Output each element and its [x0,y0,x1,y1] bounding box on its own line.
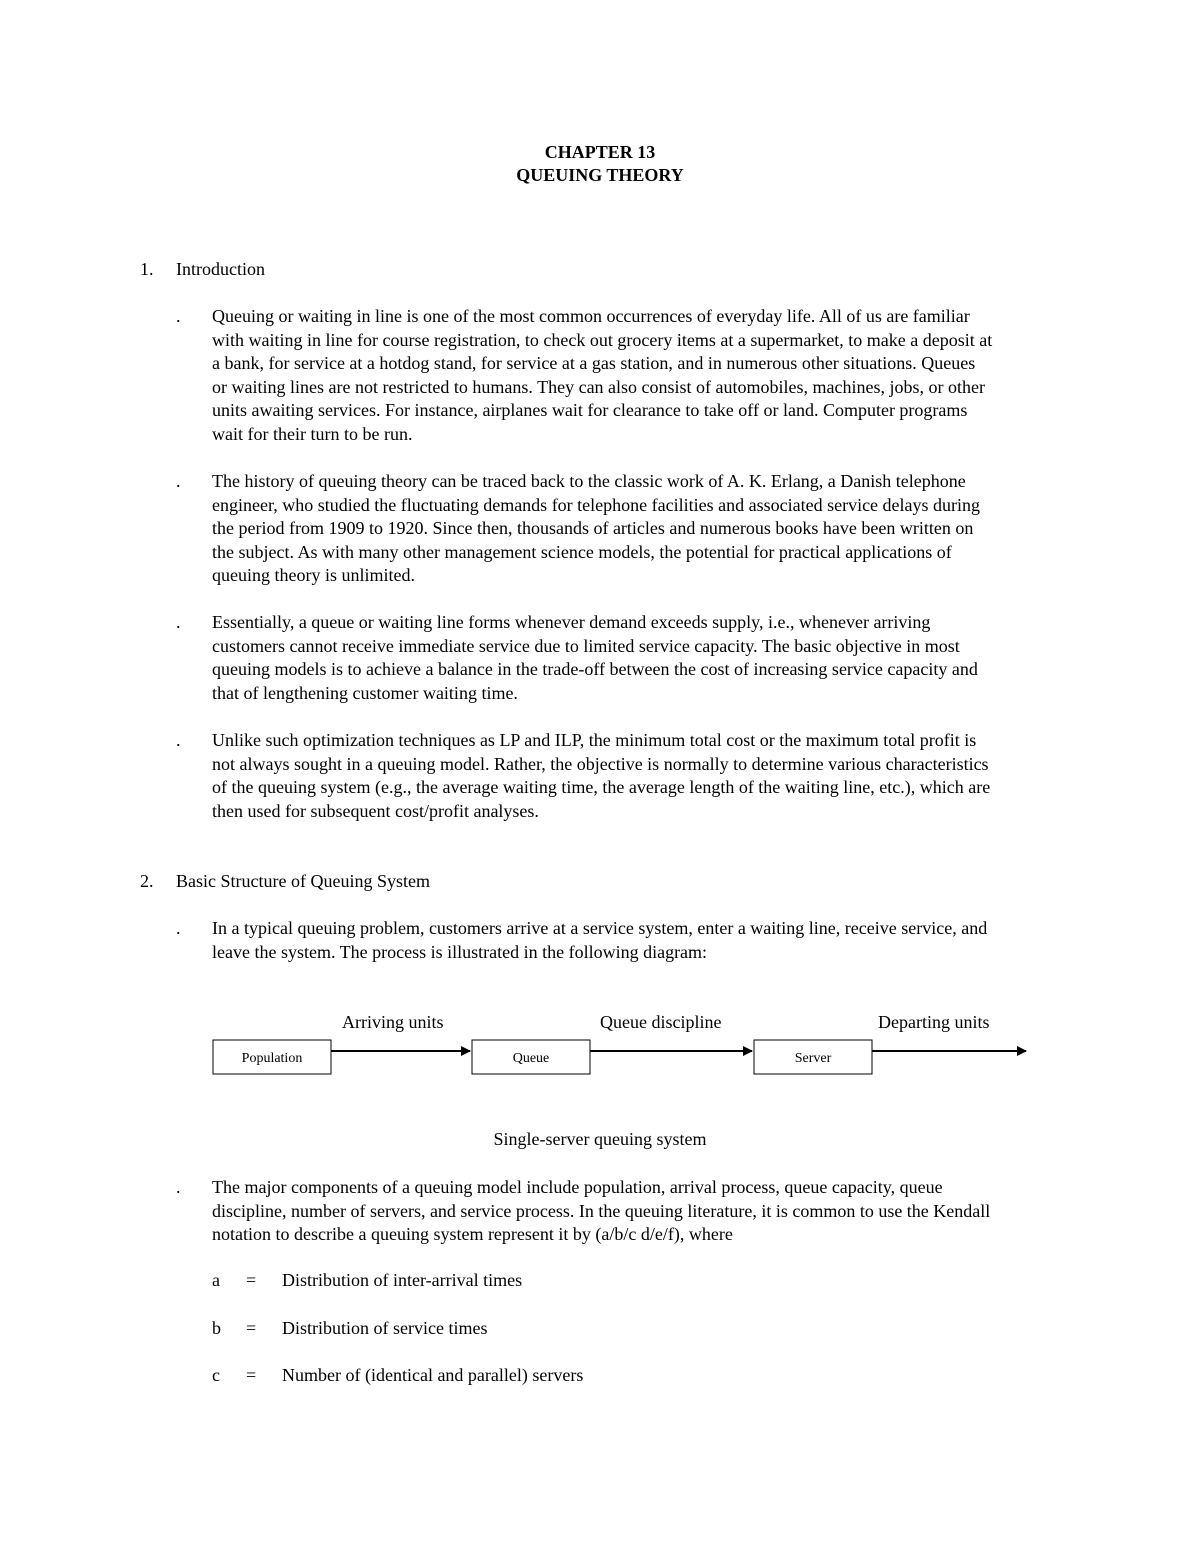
arriving-units-label: Arriving units [342,1012,444,1032]
paragraph-line: notation to describe a queuing system represent it by (a/b/c d/e/f), where [212,1224,733,1244]
paragraph-line: the period from 1909 to 1920. Since then, thousands of articles and numerous books have been written on [212,518,974,538]
definition-text: Number of (identical and parallel) servers [282,1365,584,1385]
paragraph-line: a bank, for service at a hotdog stand, for service at a gas station, and in numerous other situations. Queues [212,353,976,373]
paragraph [212,305,1092,446]
section-2-title: Basic Structure of Queuing System [176,871,430,891]
paragraph [212,1176,1092,1247]
chapter-number: CHAPTER 13 [544,142,656,162]
paragraph-line: Unlike such optimization techniques as LP and ILP, the minimum total cost or the maximum total profit is [212,730,977,750]
paragraph-line: customers cannot receive immediate service due to limited service capacity. The basic objective in most [212,635,960,656]
paragraph-line: Queuing or waiting in line is one of the most common occurrences of everyday life. All of us are familiar [212,306,970,326]
section-1-number: 1. [140,259,154,279]
departing-units-label: Departing units [878,1012,990,1032]
bullet: . [176,306,181,326]
paragraph-line: that of lengthening customer waiting time. [212,682,518,703]
definition-symbol: b [212,1318,221,1338]
queuing-diagram [200,1030,1040,1090]
paragraph-line: not always sought in a queuing model. Rather, the objective is normally to determine various characteristics [212,753,989,774]
paragraph-line: then used for subsequent cost/profit analyses. [212,800,539,821]
paragraph-line: Essentially, a queue or waiting line forms whenever demand exceeds supply, i.e., whenever arriving [212,612,931,632]
definition-text: Distribution of inter-arrival times [282,1270,523,1290]
paragraph-line: the subject. As with many other management science models, the potential for practical applications of [212,541,952,562]
definition-equals: = [246,1365,257,1385]
paragraph-line: In a typical queuing problem, customers arrive at a service system, enter a waiting line, receive service, and [212,918,988,938]
paragraph-line: leave the system. The process is illustrated in the following diagram: [212,941,708,962]
paragraph-line: with waiting in line for course registration, to check out grocery items at a supermarket, to make a deposit at [212,329,993,350]
paragraph [212,729,1092,823]
diagram-caption: Single-server queuing system [493,1129,707,1149]
paragraph-line: The major components of a queuing model include population, arrival process, queue capacity, queue [212,1177,943,1197]
bullet: . [176,1177,181,1197]
paragraph-line: or waiting lines are not restricted to humans. They can also consist of automobiles, machines, jobs, or other [212,376,985,397]
section-2-number: 2. [140,871,154,891]
definition-text: Distribution of service times [282,1318,488,1338]
bullet: . [176,730,181,750]
paragraph-line: The history of queuing theory can be traced back to the classic work of A. K. Erlang, a Danish telephone [212,471,966,491]
paragraph-line: wait for their turn to be run. [212,423,413,444]
paragraph-line: queuing models is to achieve a balance in the trade-off between the cost of increasing service capacity and [212,659,978,679]
queue-discipline-label: Queue discipline [600,1012,722,1032]
paragraph-line: queuing theory is unlimited. [212,565,415,585]
paragraph [212,611,1092,705]
definition-symbol: a [212,1270,220,1290]
paragraph-line: of the queuing system (e.g., the average waiting time, the average length of the waiting line, etc.), which are [212,777,991,797]
paragraph-line: engineer, who studied the fluctuating demands for telephone facilities and associated service delays during [212,494,981,515]
paragraph-line: units awaiting services. For instance, airplanes wait for clearance to take off or land. Computer programs [212,400,968,420]
definition-symbol: c [212,1365,220,1385]
paragraph [212,470,1092,588]
paragraph-line: discipline, number of servers, and service process. In the queuing literature, it is common to use the Kendall [212,1200,991,1221]
population-box-label: Population [241,1051,303,1066]
section-1-title: Introduction [176,259,265,279]
definition-equals: = [246,1270,257,1290]
bullet: . [176,471,181,491]
bullet: . [176,918,181,938]
paragraph [212,917,1092,964]
bullet: . [176,612,181,632]
server-box-label: Server [794,1051,832,1066]
queue-box-label: Queue [512,1051,550,1066]
definition-equals: = [246,1318,257,1338]
chapter-title: QUEUING THEORY [516,165,684,185]
